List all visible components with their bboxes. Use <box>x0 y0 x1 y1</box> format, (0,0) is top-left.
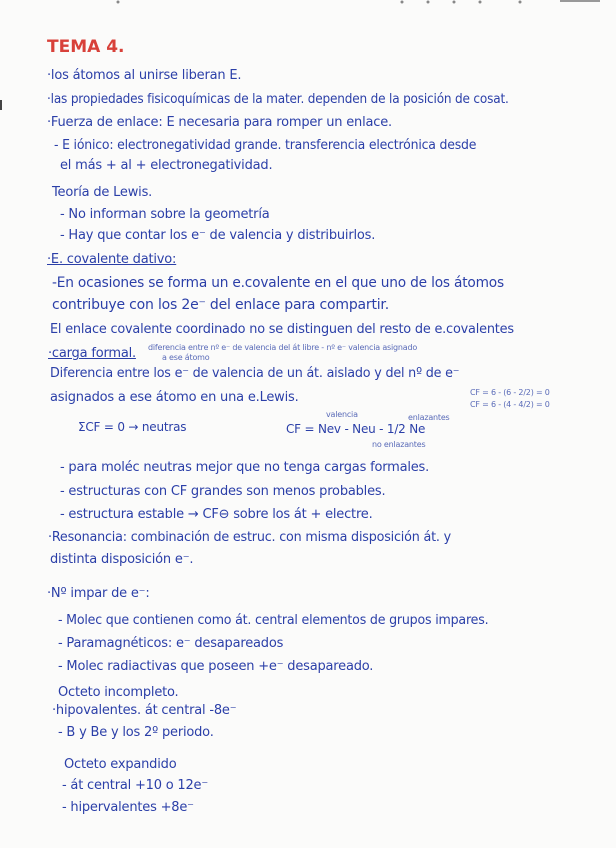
note-line: - Molec que contienen como át. central elementos de grupos impares. <box>58 613 489 628</box>
note-line: - át central +10 o 12e⁻ <box>62 778 209 793</box>
margin-mark <box>0 100 2 110</box>
note-line: - Molec radiactivas que poseen +e⁻ desapareado. <box>58 659 374 674</box>
section-heading: ·Nº impar de e⁻: <box>47 586 150 601</box>
top-edge-marks <box>0 0 616 8</box>
margin-note: a ese átomo <box>162 353 210 362</box>
note-line: ·los átomos al unirse liberan E. <box>47 68 242 83</box>
note-line: - para moléc neutras mejor que no tenga cargas formales. <box>60 460 430 475</box>
section-heading: ·carga formal. <box>48 346 136 361</box>
note-line: - Hay que contar los e⁻ de valencia y distribuirlos. <box>60 228 376 243</box>
formula-sum: ΣCF = 0 → neutras <box>78 420 187 434</box>
margin-note: diferencia entre nº e⁻ de valencia del át libre - nº e⁻ valencia asignado <box>148 343 418 352</box>
note-line: contribuye con los 2e⁻ del enlace para compartir. <box>52 297 389 313</box>
formula-annotation: enlazantes <box>408 413 450 422</box>
formula-annotation: valencia <box>326 410 358 419</box>
section-heading: Octeto expandido <box>64 757 177 772</box>
formula-annotation: no enlazantes <box>372 440 426 449</box>
note-line: El enlace covalente coordinado no se distinguen del resto de e.covalentes <box>50 322 514 337</box>
note-line: distinta disposición e⁻. <box>50 552 194 567</box>
note-line: el más + al + electronegatividad. <box>60 158 273 173</box>
section-heading: ·E. covalente dativo: <box>47 252 177 267</box>
note-line: asignados a ese átomo en una e.Lewis. <box>50 390 299 405</box>
note-line: ·Resonancia: combinación de estruc. con misma disposición át. y <box>48 530 451 545</box>
formula-cf: CF = Nev - Neu - 1/2 Ne <box>286 422 426 436</box>
note-line: -En ocasiones se forma un e.covalente en el que uno de los átomos <box>52 275 504 291</box>
note-line: - B y Be y los 2º periodo. <box>58 725 214 740</box>
note-line: - hipervalentes +8e⁻ <box>62 800 194 815</box>
section-heading: Teoría de Lewis. <box>52 185 153 200</box>
note-line: ·Fuerza de enlace: E necesaria para romper un enlace. <box>47 115 392 130</box>
section-heading: Octeto incompleto. <box>58 685 179 700</box>
note-line: - estructura estable → CF⊖ sobre los át + electre. <box>60 507 373 522</box>
page-title: TEMA 4. <box>47 37 125 57</box>
margin-note: CF = 6 - (4 - 4/2) = 0 <box>470 400 550 409</box>
note-line: ·las propiedades fisicoquímicas de la mater. dependen de la posición de cosat. <box>47 92 509 107</box>
note-line: - E iónico: electronegatividad grande. transferencia electrónica desde <box>54 138 477 153</box>
note-line: - Paramagnéticos: e⁻ desapareados <box>58 636 284 651</box>
note-line: ·hipovalentes. át central -8e⁻ <box>52 703 237 718</box>
margin-note: CF = 6 - (6 - 2/2) = 0 <box>470 388 550 397</box>
note-line: - No informan sobre la geometría <box>60 207 270 222</box>
note-line: Diferencia entre los e⁻ de valencia de un át. aislado y del nº de e⁻ <box>50 366 460 381</box>
note-line: - estructuras con CF grandes son menos probables. <box>60 484 386 499</box>
